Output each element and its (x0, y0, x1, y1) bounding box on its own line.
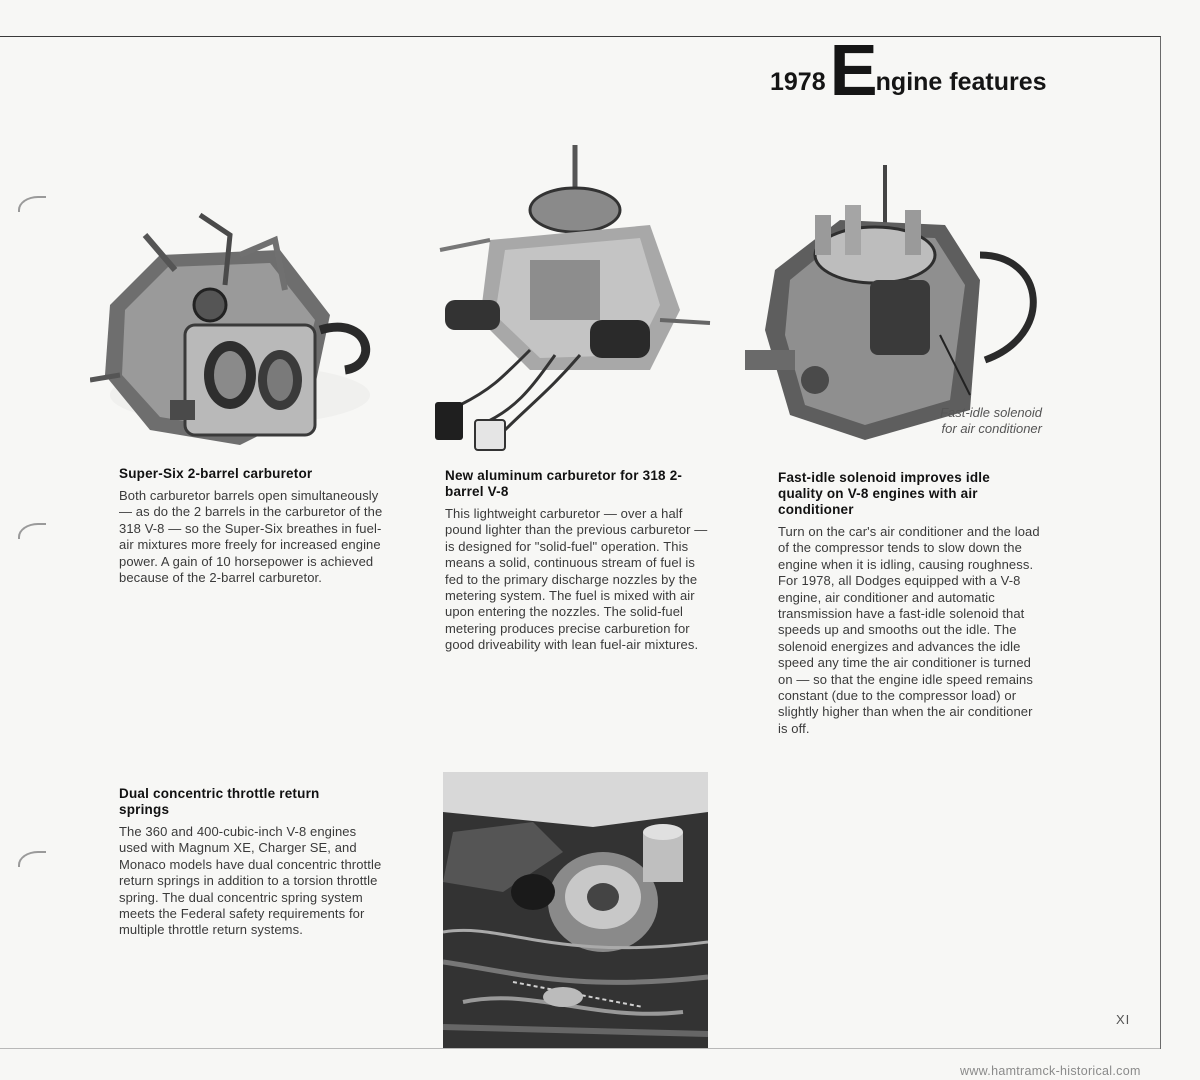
carburetor-image (90, 195, 390, 450)
section-body: Both carburetor barrels open simultaneously — as do the 2 barrels in the carburetor of the 318 V-8 — so the Super-Six breathes in fuel-air mixtures more freely for increased engine power. A gain of 10 horsepower is achieved because of the 2-barrel carburetor. (119, 488, 383, 586)
section-heading: New aluminum carburetor for 318 2-barrel V-8 (445, 468, 683, 499)
engine-bay-image (443, 772, 708, 1048)
aluminum-carburetor-photo (420, 140, 720, 460)
section-body: Turn on the car's air conditioner and the load of the compressor tends to slow down the engine when it is idling, causing roughness. For 1978, all Dodges equipped with a V-8 engine, air conditioner and automatic transmission have a fast-idle solenoid that speeds up and smooths out the idle. The solenoid energizes and advances the idle speed any time the air conditioner is turned on — so that the engine idle speed remains constant (due to the compressor load) or slightly higher than when the air conditioner is off. (778, 524, 1040, 736)
title-text: ngine features (875, 68, 1047, 96)
section-heading: Super-Six 2-barrel carburetor (119, 466, 313, 481)
page-bottom-edge (0, 1048, 1160, 1049)
engine-bay-photo (443, 772, 708, 1048)
page-number: XI (1116, 1012, 1131, 1027)
watermark-url: www.hamtramck-historical.com (960, 1064, 1141, 1078)
section-heading: Fast-idle solenoid improves idle quality on V-8 engines with air conditioner (778, 470, 990, 517)
section-throttle-springs (119, 786, 384, 939)
title-year: 1978 (770, 68, 826, 96)
section-aluminum-carburetor (445, 468, 715, 654)
photo-caption-line: for air conditioner (941, 421, 1042, 436)
section-body: This lightweight carburetor — over a half pound lighter than the previous carburetor — is designed for "solid-fuel" operation. This means a solid, continuous stream of fuel is fed to the primary discharge nozzles by the metering system. The fuel is mixed with air upon entering the nozzles. The solid-fuel metering produces precise carburetion for good driveability with lean fuel-air mixtures. (445, 506, 708, 653)
photo-caption-line: Fast-idle solenoid (940, 405, 1042, 420)
carburetor-image (420, 140, 720, 460)
section-heading: Dual concentric throttle return springs (119, 786, 320, 817)
super-six-carburetor-photo (90, 195, 390, 450)
title-initial-letter: E (829, 30, 876, 111)
page-title (770, 30, 1050, 111)
section-super-six (119, 466, 384, 586)
photo-caption (900, 405, 1042, 437)
section-fast-idle-solenoid (778, 470, 1043, 737)
section-body: The 360 and 400-cubic-inch V-8 engines used with Magnum XE, Charger SE, and Monaco models have dual concentric throttle return springs in addition to a torsion throttle spring. The dual concentric spring system meets the Federal safety requirements for multiple throttle return systems. (119, 824, 382, 938)
